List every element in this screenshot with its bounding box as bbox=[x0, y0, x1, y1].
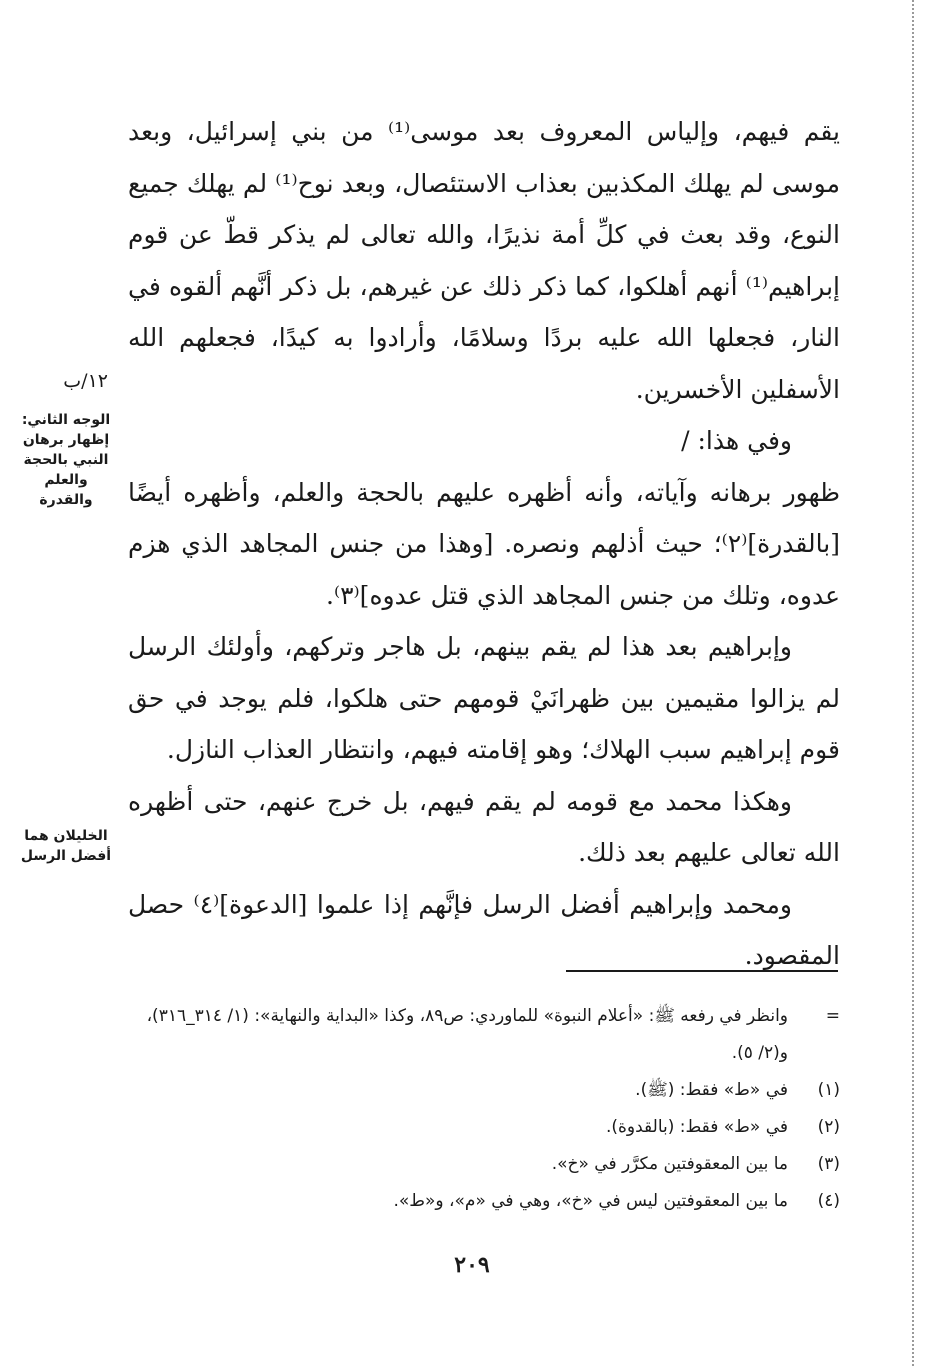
paragraph-6: ومحمد وإبراهيم أفضل الرسل فإنَّهم إذا علموا [الدعوة]⁽٤⁾ حصل المقصود. bbox=[128, 889, 840, 970]
manuscript-folio-marker: ١٢/ب bbox=[63, 370, 108, 392]
footnote-3 bbox=[128, 1146, 840, 1183]
footnote-4 bbox=[128, 1183, 840, 1220]
footnote-mark: (٤) bbox=[817, 1191, 840, 1211]
footnote-continued bbox=[128, 998, 840, 1072]
paragraph-4: وإبراهيم بعد هذا لم يقم بينهم، بل هاجر وتركهم، وأولئك الرسل لم يزالوا مقيمين بين ظهرانَيْ قومهم حتى هلكوا، فلم يوجد في حق قوم إبراهيم سبب الهلاك؛ وهو إقامته فيهم، وانتظار العذاب النازل. bbox=[128, 632, 840, 764]
footnote-2 bbox=[128, 1109, 840, 1146]
footnote-1 bbox=[128, 1072, 840, 1109]
footnote-mark: (١) bbox=[817, 1080, 840, 1100]
footnotes bbox=[128, 998, 840, 1220]
page-number: ٢٠٩ bbox=[454, 1252, 490, 1278]
footnote-separator bbox=[566, 970, 838, 972]
footnote-mark: = bbox=[825, 1006, 840, 1026]
paragraph-2: وفي هذا: / bbox=[681, 426, 792, 455]
main-text-block bbox=[128, 106, 840, 982]
margin-note-second-aspect: الوجه الثاني: إظهار برهان النبي بالحجة والعلم والقدرة bbox=[21, 412, 111, 508]
footnote-text: في «ط» فقط: (بالقدوة). bbox=[605, 1117, 788, 1137]
footnote-text: وانظر في رفعه ﷺ: «أعلام النبوة» للماوردي: ص٨٩، وكذا «البداية والنهاية»: (١/ ٣١٤_٣١٦)، و(٢/ ٥). bbox=[146, 1006, 788, 1063]
paragraph-3: ظهور برهانه وآياته، وأنه أظهره عليهم بالحجة والعلم، وأظهره أيضًا [بالقدرة]⁽٢⁾؛ حيث أذلهم ونصره. [وهذا من جنس المجاهد الذي هزم عدوه، وتلك من جنس المجاهد الذي قتل عدوه]⁽٣⁾. bbox=[128, 477, 840, 610]
margin-dotted-rule bbox=[912, 0, 914, 1366]
footnote-mark: (٢) bbox=[817, 1117, 840, 1137]
footnote-text: في «ط» فقط: (ﷺ). bbox=[635, 1080, 788, 1100]
footnote-mark: (٣) bbox=[817, 1154, 840, 1174]
paragraph-1: يقم فيهم، وإلياس المعروف بعد موسى⁽¹⁾ من بني إسرائيل، وبعد موسى لم يهلك المكذبين بعذاب الاستئصال، وبعد نوح⁽¹⁾ لم يهلك جميع النوع، وقد بعث في كلِّ أمة نذيرًا، والله تعالى لم يذكر قطّ عن قوم إبراهيم⁽¹⁾ أنهم أهلكوا، كما ذكر ذلك عن غيرهم، بل ذكر أنَّهم ألقوه في النار، فجعلها الله عليه بردًا وسلامًا، وأرادوا به كيدًا، فجعلهم الله الأسفلين الأخسرين. bbox=[128, 117, 840, 404]
footnote-text: ما بين المعقوفتين ليس في «خ»، وهي في «م»، و«ط». bbox=[393, 1191, 788, 1211]
margin-note-two-khalils: الخليلان هما أفضل الرسل bbox=[20, 828, 112, 864]
footnote-text: ما بين المعقوفتين مكرَّر في «خ». bbox=[551, 1154, 788, 1174]
paragraph-5: وهكذا محمد مع قومه لم يقم فيهم، بل خرج عنهم، حتى أظهره الله تعالى عليهم بعد ذلك. bbox=[128, 786, 840, 867]
